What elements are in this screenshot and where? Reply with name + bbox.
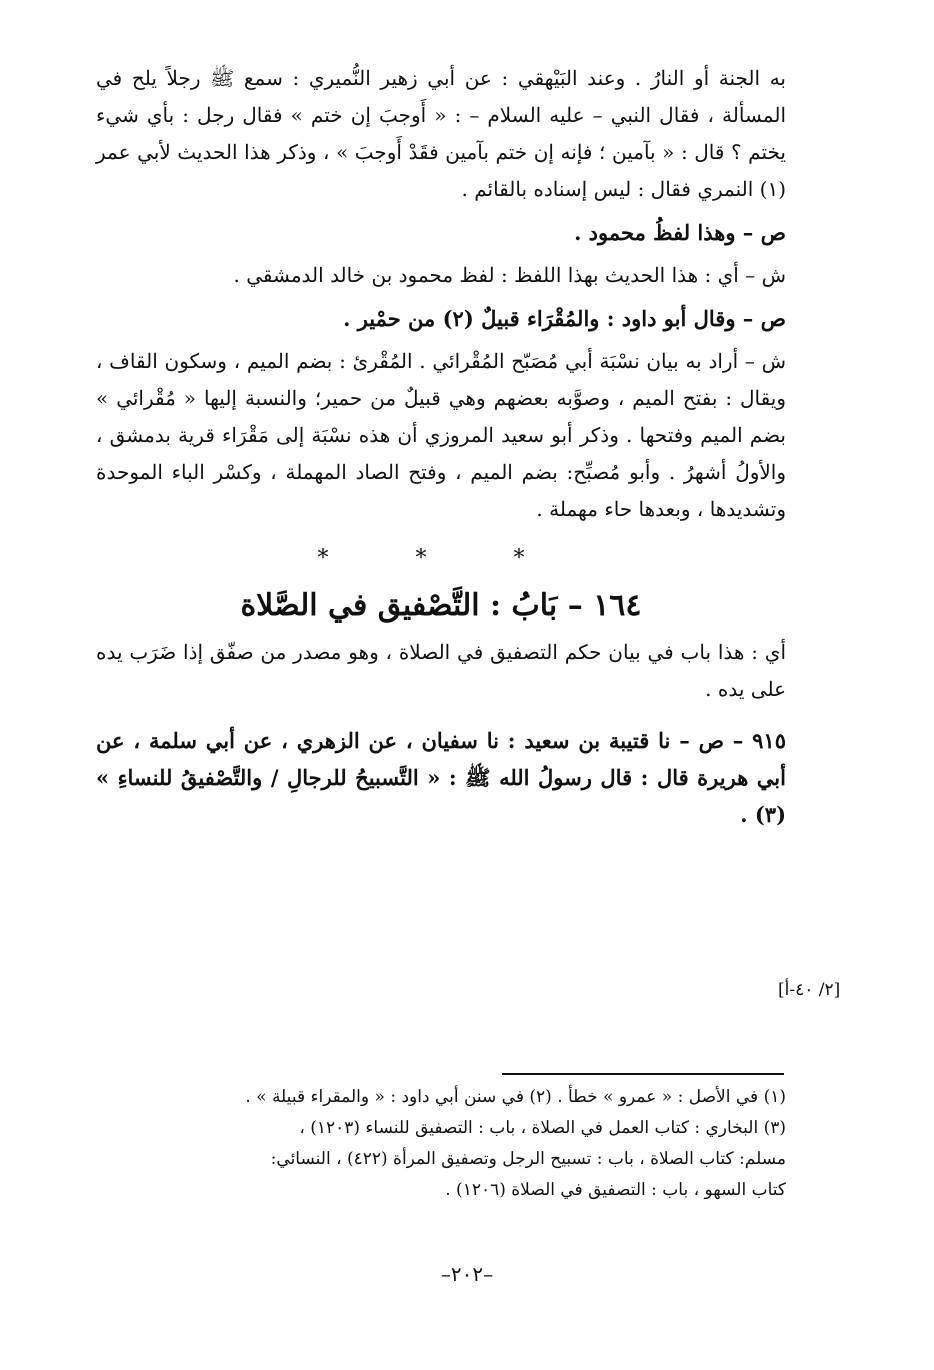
paragraph-abu-dawud-note: ص – وقال أبو داود : والمُقْرَاء قبيلٌ (٢) من حمْير . [343,306,786,331]
manuscript-folio-reference: [٢/ ٤٠-أ] [778,980,841,1000]
footnote-line: مسلم: كتاب الصلاة ، باب : تسبيح الرجل وتصفيق المرأة (٤٢٢) ، النسائي: [270,1149,786,1169]
chapter-intro: أي : هذا باب في بيان حكم التصفيق في الصلاة ، وهو مصدر من صفّق إذا ضَرَب يده على يده . [96,640,786,701]
section-divider-stars: * * * [317,546,565,571]
chapter-title: ١٦٤ – بَابُ : التَّصْفيق في الصَّلاة [240,588,642,623]
paragraph-explanation: ش – أي : هذا الحديث بهذا اللفظ : لفظ محمود بن خالد الدمشقي . [233,263,786,287]
footnote-line: (٣) البخاري : كتاب العمل في الصلاة ، باب : التصفيق للنساء (١٢٠٣) ، [299,1118,786,1138]
paragraph-hadith-commentary: به الجنة أو النارُ . وعند البَيْهقي : عن أبي زهير النُّميري : سمع ﷺ رجلاً يلح في المسألة ، فقال النبي – عليه السلام – : « أَوجبَ إن ختم » فقال رجل : بأي شيء يختم ؟ قال : « بآمين ؛ فإنه إن ختم بآمين فقَدْ أَوجبَ » ، وذكر هذا الحديث لأبي عمر (١) النمري فقال : ليس إسناده بالقائم . [96,66,786,201]
footnote-separator [502,1073,784,1075]
footnote-line: (١) في الأصل : « عمرو » خطأ . (٢) في سنن أبي داود : « والمقراء قبيلة » . [245,1087,786,1107]
main-text [96,60,786,833]
footnote-line: كتاب السهو ، باب : التصفيق في الصلاة (١٢٠٦) . [445,1180,786,1200]
page-number: –٢٠٢– [440,1262,494,1286]
footnotes [96,1082,786,1206]
paragraph-text-marker: ص – وهذا لفظُ محمود . [574,220,786,245]
hadith-915: ٩١٥ – ص – نا قتيبة بن سعيد : نا سفيان ، عن الزهري ، عن أبي سلمة ، عن أبي هريرة قال : قال رسولُ الله ﷺ : « التَّسبيحُ للرجالِ / والتَّصْفيقُ للنساءِ » (٣) . [96,728,786,827]
paragraph-nisba-explanation: ش – أراد به بيان نسْبَة أبي مُصَبّح المُقْرائي . المُقْرئ : بضم الميم ، وسكون القاف ، ويقال : بفتح الميم ، وصوَّبه بعضهم وهي قبيلٌ من حمير؛ والنسبة إليها « مُقْرائي » بضم الميم وفتحها . وذكر أبو سعيد المروزي أن هذه نسْبَة إلى مَقْرَاء قرية بدمشق ، والأولُ أشهرُ . وأبو مُصبِّح: بضم الميم ، وفتح الصاد المهملة ، وكسْر الباء الموحدة وتشديدها ، وبعدها حاء مهملة . [96,349,786,521]
